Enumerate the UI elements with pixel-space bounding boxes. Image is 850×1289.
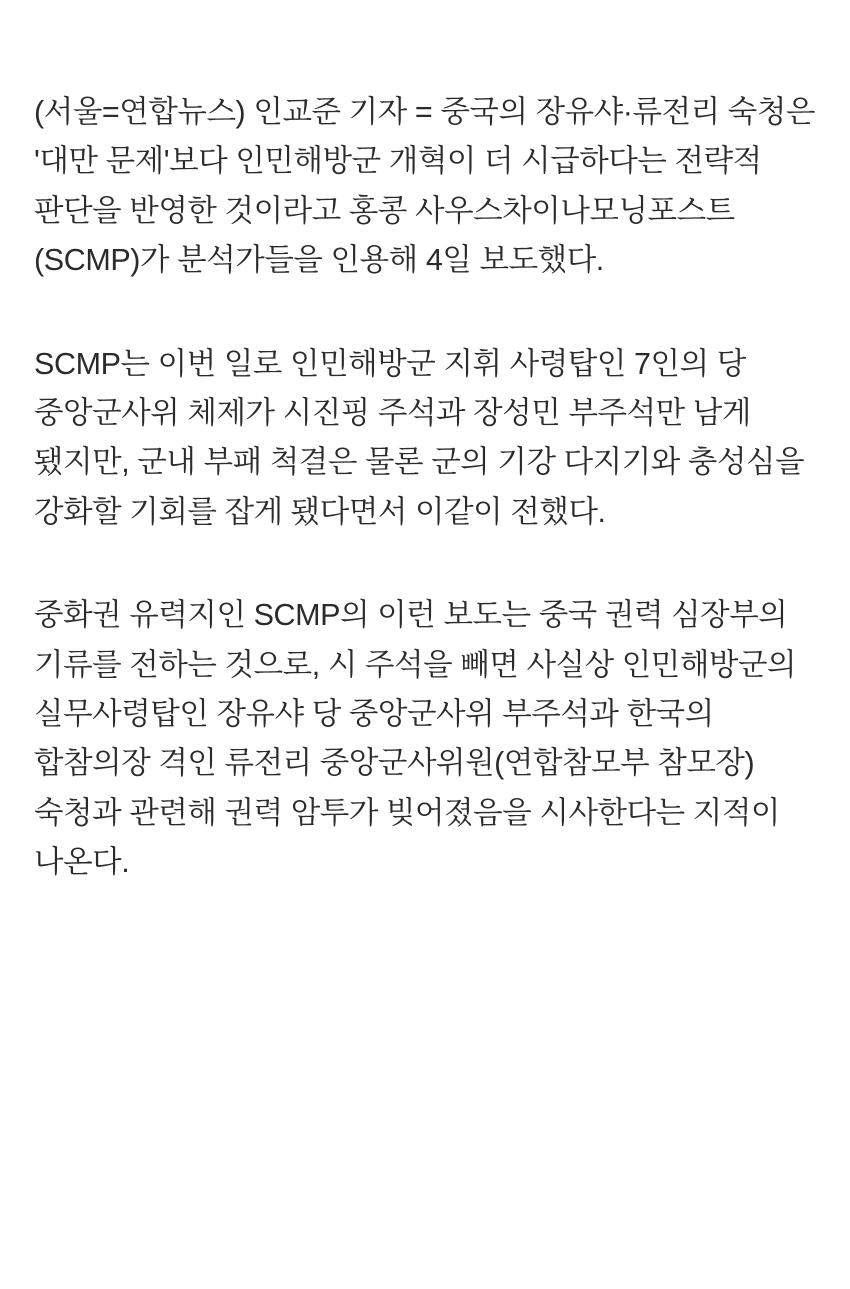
- article-paragraph: (서울=연합뉴스) 인교준 기자 = 중국의 장유샤·류전리 숙청은 '대만 문제'보다 인민해방군 개혁이 더 시급하다는 전략적 판단을 반영한 것이라고 홍콩 사우스차이나모닝포스트(SCMP)가 분석가들을 인용해 4일 보도했다.: [34, 95, 815, 278]
- article-paragraph: SCMP는 이번 일로 인민해방군 지휘 사령탑인 7인의 당 중앙군사위 체제가 시진핑 주석과 장성민 부주석만 남게 됐지만, 군내 부패 척결은 물론 군의 기강 다지기와 충성심을 강화할 기회를 잡게 됐다면서 이같이 전했다.: [34, 346, 805, 529]
- article-paragraph: 중화권 유력지인 SCMP의 이런 보도는 중국 권력 심장부의 기류를 전하는 것으로, 시 주석을 빼면 사실상 인민해방군의 실무사령탑인 장유샤 당 중앙군사위 부주석과 한국의 합참의장 격인 류전리 중앙군사위원(연합참모부 참모장) 숙청과 관련해 권력 암투가 빚어졌음을 시사한다는 지적이 나온다.: [34, 598, 797, 880]
